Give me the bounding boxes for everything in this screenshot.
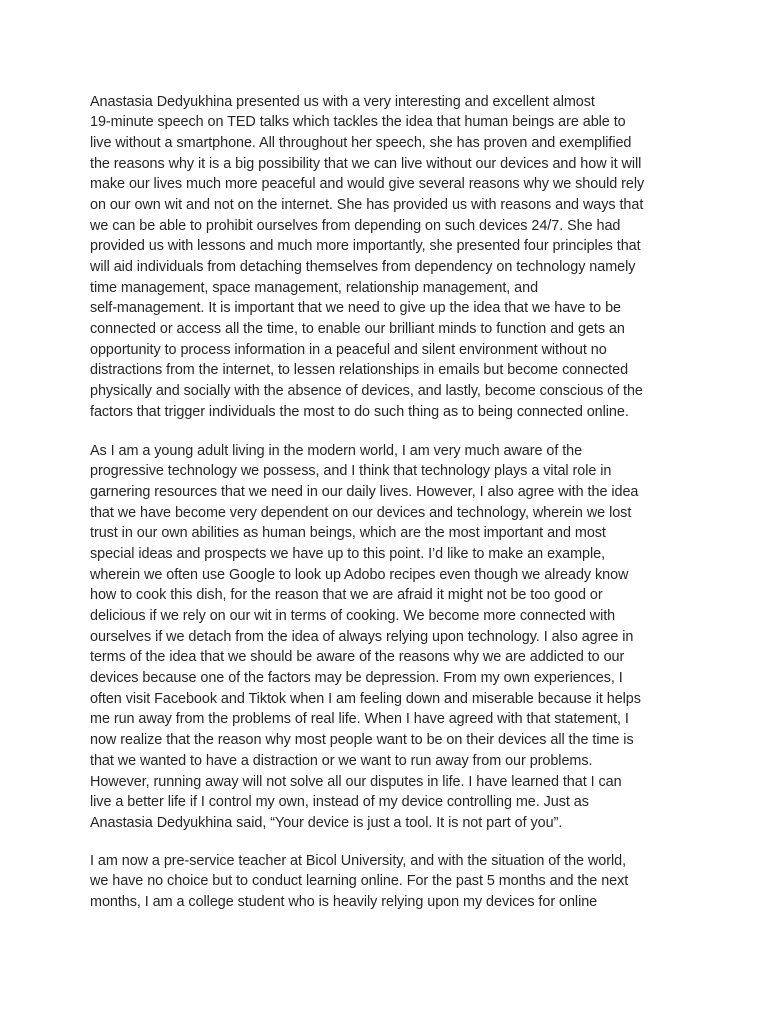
text-line: how to cook this dish, for the reason that we are afraid it might not be too good or (90, 587, 603, 604)
text-line: distractions from the internet, to lessen relationships in emails but become connected (90, 362, 629, 379)
text-line: delicious if we rely on our wit in terms of cooking. We become more connected with (90, 608, 616, 624)
text-line: will aid individuals from detaching themselves from dependency on technology namely (90, 259, 636, 275)
text-line: time management, space management, relationship management, and (90, 279, 539, 296)
text-line: make our lives much more peaceful and would give several reasons why we should rely (90, 176, 645, 193)
text-line: As I am a young adult living in the modern world, I am very much aware of the (90, 442, 583, 459)
text-line: connected or access all the time, to enable our brilliant minds to function and gets an (90, 321, 625, 338)
text-line: special ideas and prospects we have up to this point. I’d like to make an example, (90, 545, 606, 562)
text-line: self-management. It is important that we need to give up the idea that we have to be (90, 300, 621, 317)
text-line: we have no choice but to conduct learning online. For the past 5 months and the next (90, 873, 629, 890)
paragraph-3 (90, 851, 690, 913)
text-line: progressive technology we possess, and I think that technology plays a vital role in (90, 463, 612, 480)
text-line: I am now a pre-service teacher at Bicol University, and with the situation of the world, (90, 852, 627, 869)
text-line: now realize that the reason why most people want to be on their devices all the time is (90, 732, 634, 749)
text-line: However, running away will not solve all our disputes in life. I have learned that I can (90, 773, 622, 790)
text-line: often visit Facebook and Tiktok when I am feeling down and miserable because it helps (90, 690, 641, 707)
text-line: Anastasia Dedyukhina said, “Your device is just a tool. It is not part of you”. (90, 814, 563, 831)
text-line: me run away from the problems of real life. When I have agreed with that statement, I (90, 711, 629, 728)
text-line: months, I am a college student who is heavily relying upon my devices for online (90, 893, 598, 910)
text-line: terms of the idea that we should be aware of the reasons why we are addicted to our (90, 649, 625, 666)
text-line: provided us with lessons and much more importantly, she presented four principles that (90, 238, 641, 255)
text-line: devices because one of the factors may be depression. From my own experiences, I (90, 670, 623, 687)
text-line: wherein we often use Google to look up Adobo recipes even though we already know (90, 566, 629, 583)
text-line: live a better life if I control my own, instead of my device controlling me. Just as (90, 794, 589, 811)
text-line: on our own wit and not on the internet. She has provided us with reasons and ways that (90, 196, 644, 213)
text-line: live without a smartphone. All throughout her speech, she has proven and exemplified (90, 134, 632, 151)
text-line: that we wanted to have a distraction or we want to run away from our problems. (90, 752, 593, 769)
text-line: ourselves if we detach from the idea of always relying upon technology. I also agree in (90, 628, 634, 645)
text-line: Anastasia Dedyukhina presented us with a very interesting and excellent almost (90, 93, 595, 110)
text-line: physically and socially with the absence of devices, and lastly, become conscious of the (90, 383, 643, 400)
text-line: garnering resources that we need in our daily lives. However, I also agree with the idea (90, 483, 639, 500)
paragraph-2 (90, 441, 690, 834)
text-line: 19-minute speech on TED talks which tackles the idea that human beings are able to (90, 114, 626, 131)
text-line: the reasons why it is a big possibility that we can live without our devices and how it will (90, 155, 642, 172)
paragraph-1 (90, 92, 690, 423)
text-line: opportunity to process information in a peaceful and silent environment without no (90, 341, 607, 358)
text-line: trust in our own abilities as human beings, which are the most important and most (90, 525, 606, 542)
text-line: factors that trigger individuals the most to do such thing as to being connected online. (90, 403, 629, 420)
text-line: we can be able to prohibit ourselves from depending on such devices 24/7. She had (90, 217, 621, 234)
text-line: that we have become very dependent on our devices and technology, wherein we lost (90, 504, 632, 521)
